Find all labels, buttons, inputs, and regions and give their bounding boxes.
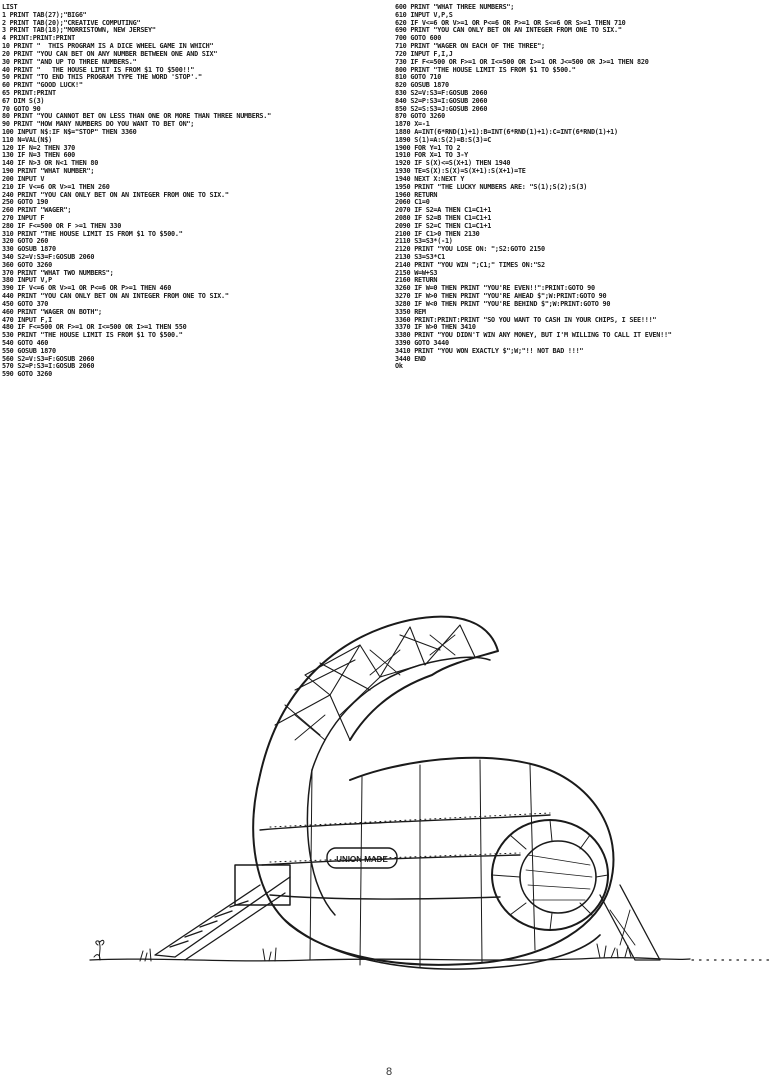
code-line: 450 GOTO 370 (2, 299, 49, 308)
code-line: 67 DIM S(3) (2, 96, 45, 105)
small-flower (94, 940, 104, 960)
code-line: 2110 S3=S3*(-1) (395, 237, 453, 246)
code-line: 470 INPUT F,I (2, 315, 52, 324)
code-line: 260 PRINT "WAGER"; (2, 206, 72, 215)
code-line: 2120 PRINT "YOU LOSE ON: ";S2:GOTO 2150 (395, 245, 545, 254)
code-line: 140 IF N>3 OR N<1 THEN 80 (2, 159, 99, 168)
code-line: 3260 IF W=0 THEN PRINT "YOU'RE EVEN!!":PRINT:GOTO 90 (395, 284, 595, 293)
code-line: 65 PRINT:PRINT (2, 88, 56, 97)
code-line: 840 S2=P:S3=I:GOSUB 2060 (395, 96, 488, 105)
code-line: 380 INPUT V,P (2, 276, 52, 285)
code-line: 100 INPUT N$:IF N$="STOP" THEN 3360 (2, 128, 137, 136)
code-line: 80 PRINT "YOU CANNOT BET ON LESS THAN ONE OR MORE THAN THREE NUMBERS." (2, 112, 271, 121)
code-line: 250 GOTO 190 (2, 198, 49, 207)
code-line: 3 PRINT TAB(18);"MORRISTOWN, NEW JERSEY" (2, 26, 156, 35)
code-line: 600 PRINT "WHAT THREE NUMBERS"; (395, 3, 515, 11)
code-line: 610 INPUT V,P,S (395, 10, 453, 19)
code-line: 3410 PRINT "YOU WON EXACTLY $";W;"!! NOT BAD !!!" (395, 346, 584, 355)
code-line: 810 GOTO 710 (395, 73, 442, 82)
code-line: 870 GOTO 3260 (395, 112, 445, 121)
code-line: 460 PRINT "WAGER ON BOTH"; (2, 307, 102, 316)
code-line: 200 INPUT V (2, 174, 45, 183)
grass-tufts (140, 944, 631, 961)
union-made-plaque-text: UNION MADE (336, 855, 388, 864)
six-outer-top-arc (260, 617, 498, 775)
code-line: Ok (395, 362, 403, 371)
code-line: 2150 W=W+S3 (395, 268, 438, 277)
code-line: 2140 PRINT "YOU WIN ";C1;" TIMES ON:"S2 (395, 260, 545, 269)
code-line: 540 GOTO 460 (2, 338, 49, 347)
code-line: 1880 A=INT(6*RND(1)+1):B=INT(6*RND(1)+1):C=INT(6*RND(1)+1) (395, 128, 618, 136)
code-line: 370 PRINT "WHAT TWO NUMBERS"; (2, 268, 114, 277)
code-line: 320 GOTO 260 (2, 237, 49, 246)
code-line: 800 PRINT "THE HOUSE LIMIT IS FROM $1 TO $500." (395, 65, 576, 74)
code-line: 620 IF V<=6 OR V>=1 OR P<=6 OR P>=1 OR S<=6 OR S>=1 THEN 710 (395, 18, 626, 27)
code-line: 530 PRINT "THE HOUSE LIMIT IS FROM $1 TO $500." (2, 331, 183, 340)
code-line: 60 PRINT "GOOD LUCK!" (2, 81, 83, 90)
six-inner-ring-inner (520, 841, 596, 913)
code-line: 550 GOSUB 1870 (2, 346, 56, 355)
code-line: 570 S2=P:S3=I:GOSUB 2060 (2, 362, 95, 371)
code-line: 700 GOTO 600 (395, 34, 442, 43)
code-line: 3270 IF W>0 THEN PRINT "YOU'RE AHEAD $";W:PRINT:GOTO 90 (395, 292, 607, 301)
code-line: 820 GOSUB 1870 (395, 81, 449, 90)
staircase (155, 877, 290, 960)
code-line: 3390 GOTO 3440 (395, 338, 449, 347)
code-line: 240 PRINT "YOU CAN ONLY BET ON AN INTEGER FROM ONE TO SIX." (2, 190, 229, 199)
code-line: 2090 IF S2=C THEN C1=C1+1 (395, 221, 492, 230)
code-line: 3280 IF W<0 THEN PRINT "YOU'RE BEHIND $";W:PRINT:GOTO 90 (395, 299, 611, 308)
code-line: 270 INPUT F (2, 213, 45, 222)
code-line: 210 IF V<=6 OR V>=1 THEN 260 (2, 182, 110, 191)
code-line: 360 GOTO 3260 (2, 260, 52, 269)
code-line: 310 PRINT "THE HOUSE LIMIT IS FROM $1 TO $500." (2, 229, 183, 238)
code-line: 50 PRINT "TO END THIS PROGRAM TYPE THE WORD 'STOP'." (2, 73, 202, 82)
code-line: 190 PRINT "WHAT NUMBER"; (2, 167, 95, 176)
code-line: 3380 PRINT "YOU DIDN'T WIN ANY MONEY, BUT I'M WILLING TO CALL IT EVEN!!" (395, 331, 672, 340)
code-line: 110 N=VAL(N$) (2, 135, 52, 144)
code-line: 730 IF F<=500 OR F>=1 OR I<=500 OR I>=1 OR J<=500 OR J>=1 THEN 820 (395, 57, 649, 66)
giant-six-sculpture-illustration (80, 565, 770, 995)
code-line: 2080 IF S2=B THEN C1=C1+1 (395, 213, 492, 222)
code-line: 850 S2=S:S3=J:GOSUB 2060 (395, 104, 488, 113)
code-line: 90 PRINT "HOW MANY NUMBERS DO YOU WANT TO BET ON"; (2, 120, 195, 129)
code-line: 2070 IF S2=A THEN C1=C1+1 (395, 206, 492, 215)
support-leg-bracing (610, 910, 635, 945)
code-line: 1890 S(1)=A:S(2)=B:S(3)=C (395, 135, 492, 144)
six-cross-bracing (295, 635, 455, 740)
code-line: 1920 IF S(X)<=S(X+1) THEN 1940 (395, 159, 511, 168)
code-line: 2 PRINT TAB(20);"CREATIVE COMPUTING" (2, 18, 141, 27)
support-leg (600, 885, 660, 960)
code-line: 340 S2=V:S3=F:GOSUB 2060 (2, 253, 95, 261)
code-line: 830 S2=V:S3=F:GOSUB 2060 (395, 88, 488, 97)
code-line: 330 GOSUB 1870 (2, 245, 56, 254)
code-line: 20 PRINT "YOU CAN BET ON ANY NUMBER BETWEEN ONE AND SIX" (2, 49, 218, 58)
page-number: 8 (386, 1066, 393, 1078)
code-line: 1950 PRINT "THE LUCKY NUMBERS ARE: "S(1);S(2);S(3) (395, 182, 588, 191)
code-line: 690 PRINT "YOU CAN ONLY BET ON AN INTEGER FROM ONE TO SIX." (395, 26, 622, 35)
code-line: 3440 END (395, 354, 426, 363)
code-line: 3360 PRINT:PRINT:PRINT "SO YOU WANT TO CASH IN YOUR CHIPS, I SEE!!!" (395, 315, 657, 324)
code-line: LIST (2, 3, 18, 11)
code-line: 40 PRINT " THE HOUSE LIMIT IS FROM $1 TO $500!!" (2, 65, 195, 74)
code-line: 590 GOTO 3260 (2, 370, 52, 379)
code-line: 1900 FOR Y=1 TO 2 (395, 143, 461, 152)
six-bowl-outer (253, 758, 613, 965)
code-line: 720 INPUT F,I,J (395, 49, 453, 58)
code-line: 480 IF F<=500 OR F>=1 OR I<=500 OR I>=1 THEN 550 (2, 323, 187, 332)
code-line: 1 PRINT TAB(27);"BIG6" (2, 10, 87, 19)
code-line: 4 PRINT:PRINT:PRINT (2, 34, 75, 43)
code-line: 560 S2=V:S3=F:GOSUB 2060 (2, 354, 95, 363)
code-line: 3370 IF W>0 THEN 3410 (395, 323, 476, 332)
code-line: 70 GOTO 90 (2, 104, 41, 113)
code-line: 10 PRINT " THIS PROGRAM IS A DICE WHEEL GAME IN WHICH" (2, 42, 214, 51)
code-line: 120 IF N=2 THEN 370 (2, 143, 75, 152)
code-line: 390 IF V<=6 OR V>=1 OR P<=6 OR P>=1 THEN 460 (2, 284, 172, 293)
code-line: 1960 RETURN (395, 190, 438, 199)
code-line: 130 IF N=3 THEN 600 (2, 151, 75, 160)
six-inner-tube-lines (526, 855, 592, 900)
program-listing-right-column (395, 4, 778, 371)
code-line: 440 PRINT "YOU CAN ONLY BET ON AN INTEGER FROM ONE TO SIX." (2, 292, 229, 301)
code-line: 710 PRINT "WAGER ON EACH OF THE THREE"; (395, 42, 545, 51)
program-listing-left-column (2, 4, 390, 379)
code-line: 2060 C1=0 (395, 198, 430, 207)
code-line: 1910 FOR X=1 TO 3-Y (395, 151, 468, 160)
code-line: 1930 TE=S(X):S(X)=S(X+1):S(X+1)=TE (395, 167, 526, 176)
code-line: 1870 X=-1 (395, 120, 430, 129)
code-line: 2160 RETURN (395, 276, 438, 285)
code-line: 280 IF F<=500 OR F >=1 THEN 330 (2, 221, 122, 230)
code-line: 2100 IF C1>0 THEN 2130 (395, 229, 480, 238)
code-line: 1940 NEXT X:NEXT Y (395, 174, 465, 183)
code-line: 3350 REM (395, 307, 426, 316)
code-line: 2130 S3=S3*C1 (395, 253, 445, 261)
code-line: 30 PRINT "AND UP TO THREE NUMBERS." (2, 57, 137, 66)
